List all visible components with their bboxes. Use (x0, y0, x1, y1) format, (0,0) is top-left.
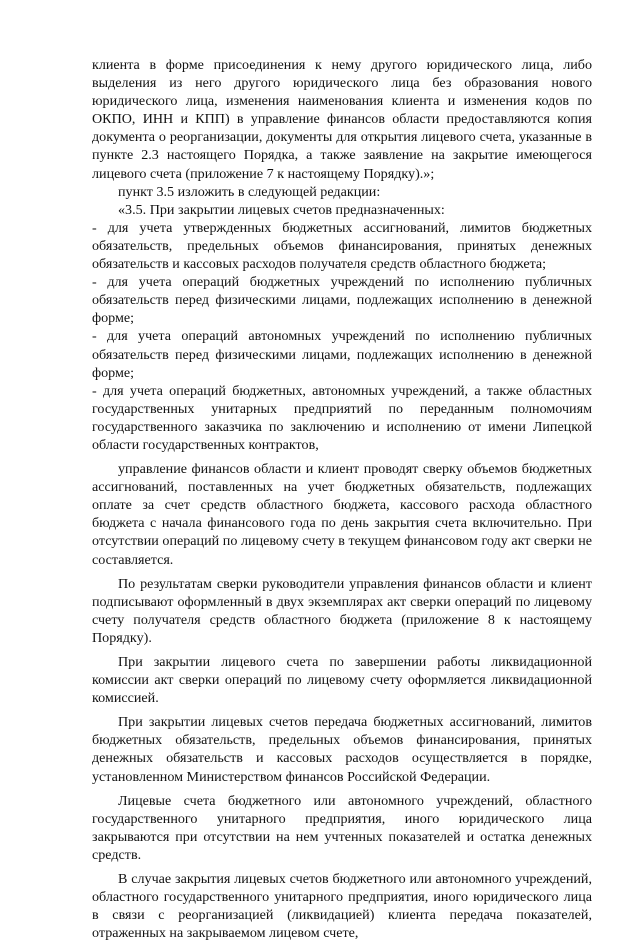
list-item: - для учета операций автономных учреждений по исполнению публичных обязательств перед физическими лицами, подлежащих исполнению в денежной форме; (92, 328, 592, 381)
list-item: - для учета операций бюджетных учреждений по исполнению публичных обязательств перед физическими лицами, подлежащих исполнению в денежной форме; (92, 274, 592, 327)
paragraph-reconciliation-act: По результатам сверки руководители управления финансов области и клиент подписывают оформленный в двух экземплярах акт сверки операций по лицевому счету получателя средств областного бюджета (приложение 8 к настоящему Порядку). (92, 575, 592, 646)
list-item: - для учета операций бюджетных, автономных учреждений, а также областных государственных унитарных предприятий по переданным полномочиям государственного заказчика по заключению и исполнению от имени Липецкой области государственных контрактов, (92, 382, 592, 453)
paragraph-account-closure-condition: Лицевые счета бюджетного или автономного учреждений, областного государственного унитарного предприятия, иного юридического лица закрываются при отсутствии на нем учтенных показателей и остатка денежных средств. (92, 792, 592, 863)
list-item: - для учета утвержденных бюджетных ассигнований, лимитов бюджетных обязательств, предельных объемов финансирования, принятых денежных обязательств и кассовых расходов получателя средств областного бюджета; (92, 219, 592, 273)
paragraph-transfer-procedure: При закрытии лицевых счетов передача бюджетных ассигнований, лимитов бюджетных обязательств, предельных объемов финансирования, принятых денежных обязательств и кассовых расходов осуществляется в порядке, установленном Министерством финансов Российской Федерации. (92, 714, 592, 785)
paragraph-amendment-intro: пункт 3.5 изложить в следующей редакции: (118, 183, 381, 200)
paragraph-reconciliation: управление финансов области и клиент проводят сверку объемов бюджетных ассигнований, поставленных на учет бюджетных обязательств, подлежащих оплате за счет средств областного бюджета, кассового расхода областного бюджета с начала финансового года по день закрытия счета включительно. При отсутствии операций по лицевому счету в текущем финансовом году акт сверки не составляется. (92, 461, 592, 568)
paragraph-liquidation-commission: При закрытии лицевого счета по завершении работы ликвидационной комиссии акт сверки операций по лицевому счету оформляется ликвидационной комиссией. (92, 654, 592, 707)
paragraph-clause-3-5: «3.5. При закрытии лицевых счетов предназначенных: (118, 201, 445, 218)
paragraph-reorganization: В случае закрытия лицевых счетов бюджетного или автономного учреждений, областного государственного унитарного предприятия, иного юридического лица в связи с реорганизацией (ликвидацией) клиента передача показателей, отраженных на закрываемом лицевом счете, (92, 871, 592, 942)
document-page (92, 56, 592, 942)
paragraph-continuation: клиента в форме присоединения к нему другого юридического лица, либо выделения из него другого юридического лица без образования нового юридического лица, изменения наименования клиента и изменения кодов по ОКПО, ИНН и КПП) в управление финансов области предоставляются копия документа о реорганизации, документы для открытия лицевого счета, указанные в пункте 2.3 настоящего Порядка, а также заявление на закрытие имеющегося лицевого счета (приложение 7 к настоящему Порядку).»; (92, 57, 592, 182)
